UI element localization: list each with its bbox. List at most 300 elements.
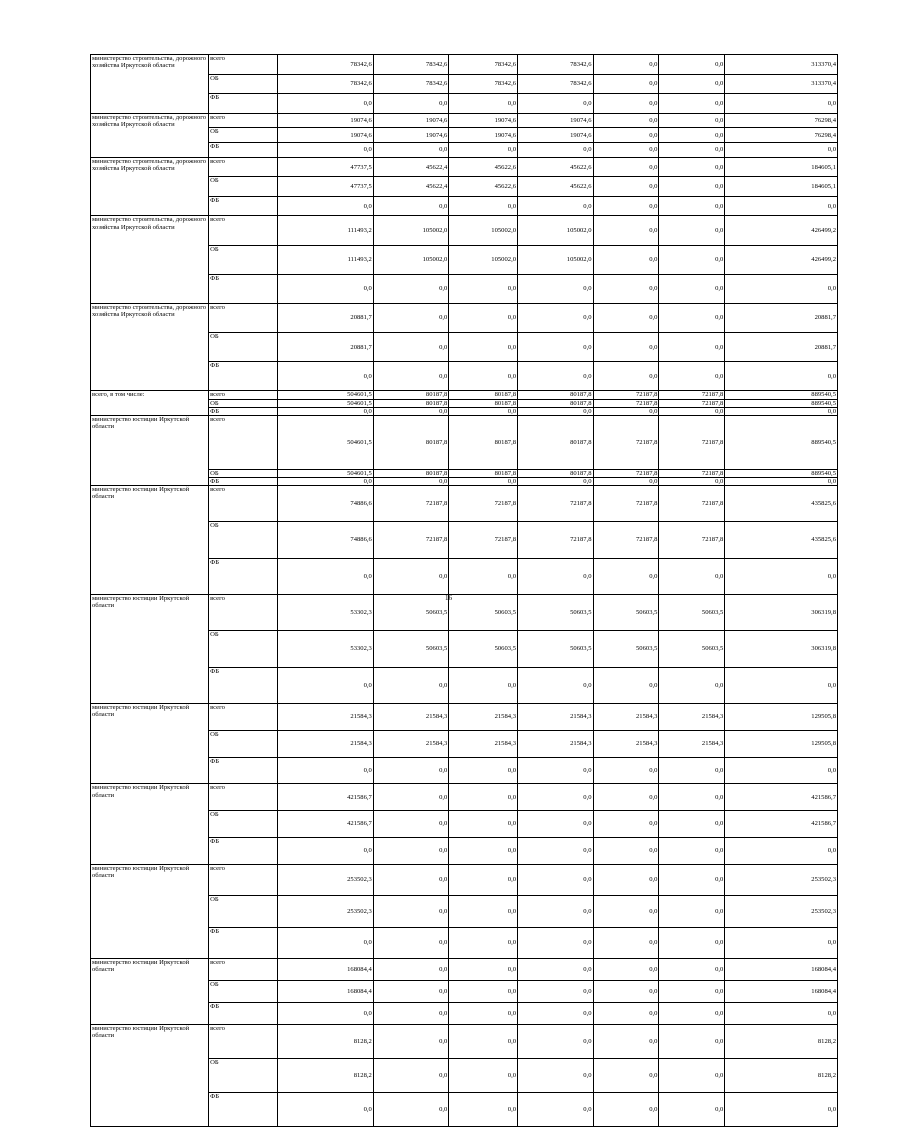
amount-cell: 0,0 <box>518 757 594 784</box>
amount-cell: 105002,0 <box>449 216 518 245</box>
amount-cell: 0,0 <box>518 143 594 158</box>
funding-source: ФБ <box>209 196 278 216</box>
amount-cell: 0,0 <box>659 757 725 784</box>
amount-cell: 421586,7 <box>725 811 838 838</box>
table-row <box>91 704 838 731</box>
amount-cell: 0,0 <box>518 477 594 485</box>
amount-cell: 0,0 <box>659 667 725 703</box>
amount-cell: 0,0 <box>659 927 725 959</box>
amount-cell: 0,0 <box>277 1003 373 1025</box>
amount-cell: 0,0 <box>373 1025 449 1059</box>
amount-cell: 50603,5 <box>593 631 659 667</box>
amount-cell: 0,0 <box>373 837 449 864</box>
amount-cell: 0,0 <box>659 303 725 332</box>
amount-cell: 0,0 <box>518 1092 594 1126</box>
amount-cell: 0,0 <box>725 1003 838 1025</box>
amount-cell: 0,0 <box>277 143 373 158</box>
amount-cell: 0,0 <box>593 896 659 928</box>
amount-cell: 0,0 <box>373 981 449 1003</box>
amount-cell: 0,0 <box>518 407 594 415</box>
amount-cell: 0,0 <box>593 864 659 896</box>
amount-cell: 0,0 <box>518 362 594 391</box>
amount-cell: 0,0 <box>373 303 449 332</box>
amount-cell: 0,0 <box>659 216 725 245</box>
amount-cell: 21584,3 <box>277 704 373 731</box>
amount-cell: 0,0 <box>593 1025 659 1059</box>
amount-cell: 889540,5 <box>725 415 838 469</box>
amount-cell: 47737,5 <box>277 157 373 177</box>
amount-cell: 0,0 <box>593 784 659 811</box>
amount-cell: 0,0 <box>659 784 725 811</box>
funding-source: ОБ <box>209 811 278 838</box>
amount-cell: 76298,4 <box>725 128 838 143</box>
amount-cell: 0,0 <box>593 757 659 784</box>
amount-cell: 78342,6 <box>449 55 518 75</box>
amount-cell: 0,0 <box>659 74 725 94</box>
amount-cell: 0,0 <box>659 1058 725 1092</box>
row-executor: министерство юстиции Иркутской области <box>91 784 209 864</box>
amount-cell: 0,0 <box>373 407 449 415</box>
amount-cell: 80187,8 <box>518 469 594 477</box>
amount-cell: 45622,4 <box>373 157 449 177</box>
amount-cell: 0,0 <box>659 558 725 594</box>
amount-cell: 0,0 <box>659 981 725 1003</box>
amount-cell: 72187,8 <box>593 522 659 558</box>
row-executor: министерство юстиции Иркутской области <box>91 704 209 784</box>
amount-cell: 47737,5 <box>277 177 373 197</box>
row-executor: министерство строительства, дорожного хозяйства Иркутской области <box>91 216 209 303</box>
amount-cell: 0,0 <box>373 927 449 959</box>
amount-cell: 0,0 <box>518 927 594 959</box>
funding-source: ОБ <box>209 128 278 143</box>
amount-cell: 0,0 <box>373 143 449 158</box>
funding-source: всего <box>209 485 278 521</box>
amount-cell: 21584,3 <box>449 730 518 757</box>
funding-source: ОБ <box>209 245 278 274</box>
row-executor: министерство строительства, дорожного хозяйства Иркутской области <box>91 113 209 157</box>
amount-cell: 0,0 <box>373 1092 449 1126</box>
amount-cell: 0,0 <box>593 143 659 158</box>
funding-source: ОБ <box>209 730 278 757</box>
amount-cell: 80187,8 <box>449 415 518 469</box>
amount-cell: 105002,0 <box>373 216 449 245</box>
amount-cell: 0,0 <box>449 407 518 415</box>
funding-source: ОБ <box>209 469 278 477</box>
amount-cell: 129505,8 <box>725 704 838 731</box>
amount-cell: 184605,1 <box>725 157 838 177</box>
amount-cell: 0,0 <box>277 667 373 703</box>
row-executor: министерство строительства, дорожного хозяйства Иркутской области <box>91 55 209 114</box>
amount-cell: 0,0 <box>373 811 449 838</box>
funding-source: всего <box>209 415 278 469</box>
amount-cell: 0,0 <box>373 1058 449 1092</box>
table-row <box>91 55 838 75</box>
amount-cell: 0,0 <box>518 558 594 594</box>
amount-cell: 21584,3 <box>659 730 725 757</box>
amount-cell: 0,0 <box>277 274 373 303</box>
amount-cell: 421586,7 <box>725 784 838 811</box>
amount-cell: 0,0 <box>373 757 449 784</box>
row-executor: министерство строительства, дорожного хозяйства Иркутской области <box>91 303 209 390</box>
amount-cell: 72187,8 <box>593 391 659 399</box>
amount-cell: 72187,8 <box>659 469 725 477</box>
amount-cell: 504601,5 <box>277 391 373 399</box>
page-number: 16 <box>445 594 452 602</box>
amount-cell: 0,0 <box>449 837 518 864</box>
amount-cell: 504601,5 <box>277 399 373 407</box>
table-row <box>91 959 838 981</box>
amount-cell: 0,0 <box>593 177 659 197</box>
amount-cell: 19074,6 <box>449 128 518 143</box>
amount-cell: 0,0 <box>449 757 518 784</box>
amount-cell: 0,0 <box>593 216 659 245</box>
amount-cell: 0,0 <box>725 667 838 703</box>
amount-cell: 19074,6 <box>277 113 373 128</box>
amount-cell: 0,0 <box>277 196 373 216</box>
amount-cell: 50603,5 <box>518 595 594 631</box>
amount-cell: 0,0 <box>725 94 838 114</box>
amount-cell: 21584,3 <box>373 704 449 731</box>
amount-cell: 0,0 <box>593 558 659 594</box>
amount-cell: 0,0 <box>518 1058 594 1092</box>
amount-cell: 504601,5 <box>277 415 373 469</box>
amount-cell: 20881,7 <box>277 303 373 332</box>
funding-source: ФБ <box>209 558 278 594</box>
amount-cell: 0,0 <box>593 1058 659 1092</box>
row-executor: министерство юстиции Иркутской области <box>91 1025 209 1127</box>
amount-cell: 0,0 <box>659 94 725 114</box>
amount-cell: 21584,3 <box>518 704 594 731</box>
amount-cell: 72187,8 <box>659 485 725 521</box>
row-executor: министерство юстиции Иркутской области <box>91 959 209 1025</box>
amount-cell: 72187,8 <box>659 522 725 558</box>
funding-source: ФБ <box>209 94 278 114</box>
amount-cell: 72187,8 <box>593 399 659 407</box>
amount-cell: 20881,7 <box>725 333 838 362</box>
funding-source: всего <box>209 864 278 896</box>
amount-cell: 111493,2 <box>277 216 373 245</box>
amount-cell: 80187,8 <box>373 415 449 469</box>
amount-cell: 253502,3 <box>277 864 373 896</box>
funding-source: ОБ <box>209 981 278 1003</box>
amount-cell: 306319,8 <box>725 595 838 631</box>
table-row <box>91 391 838 399</box>
funding-source: ФБ <box>209 757 278 784</box>
amount-cell: 21584,3 <box>277 730 373 757</box>
amount-cell: 0,0 <box>725 407 838 415</box>
amount-cell: 168084,4 <box>725 959 838 981</box>
amount-cell: 78342,6 <box>373 55 449 75</box>
funding-source: всего <box>209 157 278 177</box>
amount-cell: 78342,6 <box>277 55 373 75</box>
amount-cell: 78342,6 <box>518 74 594 94</box>
funding-source: ФБ <box>209 362 278 391</box>
amount-cell: 889540,5 <box>725 391 838 399</box>
amount-cell: 253502,3 <box>277 896 373 928</box>
amount-cell: 105002,0 <box>449 245 518 274</box>
funding-source: ФБ <box>209 1092 278 1126</box>
amount-cell: 0,0 <box>659 407 725 415</box>
table-row <box>91 485 838 521</box>
amount-cell: 0,0 <box>449 1058 518 1092</box>
amount-cell: 0,0 <box>518 811 594 838</box>
amount-cell: 0,0 <box>659 1025 725 1059</box>
amount-cell: 78342,6 <box>518 55 594 75</box>
funding-source: ФБ <box>209 1003 278 1025</box>
amount-cell: 0,0 <box>659 274 725 303</box>
funding-source: ФБ <box>209 667 278 703</box>
funding-source: ОБ <box>209 1058 278 1092</box>
amount-cell: 105002,0 <box>518 245 594 274</box>
amount-cell: 0,0 <box>373 1003 449 1025</box>
amount-cell: 0,0 <box>277 1092 373 1126</box>
amount-cell: 50603,5 <box>593 595 659 631</box>
amount-cell: 0,0 <box>518 196 594 216</box>
amount-cell: 8128,2 <box>725 1025 838 1059</box>
amount-cell: 74886,6 <box>277 485 373 521</box>
table-row <box>91 1025 838 1059</box>
amount-cell: 0,0 <box>373 959 449 981</box>
amount-cell: 0,0 <box>373 667 449 703</box>
amount-cell: 72187,8 <box>593 469 659 477</box>
amount-cell: 0,0 <box>449 959 518 981</box>
amount-cell: 80187,8 <box>373 391 449 399</box>
amount-cell: 0,0 <box>659 113 725 128</box>
amount-cell: 80187,8 <box>449 391 518 399</box>
amount-cell: 0,0 <box>449 811 518 838</box>
amount-cell: 0,0 <box>659 362 725 391</box>
amount-cell: 72187,8 <box>659 399 725 407</box>
amount-cell: 19074,6 <box>518 128 594 143</box>
table-row <box>91 415 838 469</box>
amount-cell: 0,0 <box>593 274 659 303</box>
amount-cell: 168084,4 <box>277 981 373 1003</box>
amount-cell: 19074,6 <box>277 128 373 143</box>
amount-cell: 0,0 <box>277 407 373 415</box>
amount-cell: 426499,2 <box>725 245 838 274</box>
amount-cell: 78342,6 <box>373 74 449 94</box>
amount-cell: 0,0 <box>593 959 659 981</box>
amount-cell: 76298,4 <box>725 113 838 128</box>
funding-source: ФБ <box>209 927 278 959</box>
amount-cell: 0,0 <box>518 1025 594 1059</box>
amount-cell: 45622,6 <box>449 157 518 177</box>
amount-cell: 0,0 <box>449 143 518 158</box>
amount-cell: 53302,3 <box>277 631 373 667</box>
amount-cell: 0,0 <box>593 94 659 114</box>
amount-cell: 19074,6 <box>518 113 594 128</box>
amount-cell: 0,0 <box>659 157 725 177</box>
amount-cell: 0,0 <box>593 981 659 1003</box>
amount-cell: 45622,6 <box>518 177 594 197</box>
amount-cell: 0,0 <box>593 128 659 143</box>
amount-cell: 0,0 <box>593 362 659 391</box>
amount-cell: 0,0 <box>725 274 838 303</box>
amount-cell: 21584,3 <box>518 730 594 757</box>
amount-cell: 889540,5 <box>725 469 838 477</box>
amount-cell: 21584,3 <box>593 730 659 757</box>
amount-cell: 0,0 <box>659 1092 725 1126</box>
funding-source: всего <box>209 216 278 245</box>
amount-cell: 129505,8 <box>725 730 838 757</box>
amount-cell: 0,0 <box>449 196 518 216</box>
amount-cell: 0,0 <box>373 362 449 391</box>
amount-cell: 72187,8 <box>518 522 594 558</box>
amount-cell: 0,0 <box>593 196 659 216</box>
amount-cell: 80187,8 <box>518 391 594 399</box>
amount-cell: 0,0 <box>449 667 518 703</box>
amount-cell: 0,0 <box>449 94 518 114</box>
amount-cell: 50603,5 <box>449 631 518 667</box>
amount-cell: 80187,8 <box>373 469 449 477</box>
amount-cell: 50603,5 <box>659 595 725 631</box>
amount-cell: 50603,5 <box>373 595 449 631</box>
amount-cell: 21584,3 <box>659 704 725 731</box>
table-row <box>91 113 838 128</box>
amount-cell: 0,0 <box>725 558 838 594</box>
table-row <box>91 784 838 811</box>
funding-source: ОБ <box>209 177 278 197</box>
amount-cell: 0,0 <box>659 811 725 838</box>
amount-cell: 72187,8 <box>373 485 449 521</box>
amount-cell: 435825,6 <box>725 522 838 558</box>
amount-cell: 0,0 <box>449 896 518 928</box>
amount-cell: 53302,3 <box>277 595 373 631</box>
amount-cell: 19074,6 <box>449 113 518 128</box>
amount-cell: 72187,8 <box>449 522 518 558</box>
amount-cell: 72187,8 <box>518 485 594 521</box>
amount-cell: 45622,6 <box>449 177 518 197</box>
funding-source: ОБ <box>209 74 278 94</box>
row-executor: министерство юстиции Иркутской области <box>91 485 209 594</box>
amount-cell: 111493,2 <box>277 245 373 274</box>
funding-source: всего <box>209 391 278 399</box>
amount-cell: 0,0 <box>449 981 518 1003</box>
funding-source: ФБ <box>209 477 278 485</box>
table-row <box>91 864 838 896</box>
amount-cell: 0,0 <box>518 864 594 896</box>
amount-cell: 0,0 <box>449 274 518 303</box>
amount-cell: 0,0 <box>593 1092 659 1126</box>
amount-cell: 0,0 <box>659 1003 725 1025</box>
amount-cell: 19074,6 <box>373 128 449 143</box>
amount-cell: 0,0 <box>593 113 659 128</box>
amount-cell: 105002,0 <box>373 245 449 274</box>
amount-cell: 0,0 <box>277 927 373 959</box>
amount-cell: 72187,8 <box>593 485 659 521</box>
amount-cell: 0,0 <box>277 362 373 391</box>
amount-cell: 426499,2 <box>725 216 838 245</box>
amount-cell: 78342,6 <box>449 74 518 94</box>
amount-cell: 0,0 <box>449 1092 518 1126</box>
amount-cell: 0,0 <box>518 837 594 864</box>
amount-cell: 80187,8 <box>518 399 594 407</box>
amount-cell: 0,0 <box>593 837 659 864</box>
amount-cell: 0,0 <box>659 477 725 485</box>
amount-cell: 313370,4 <box>725 74 838 94</box>
amount-cell: 0,0 <box>449 864 518 896</box>
funding-source: всего <box>209 595 278 631</box>
amount-cell: 0,0 <box>277 477 373 485</box>
funding-source: всего <box>209 784 278 811</box>
amount-cell: 72187,8 <box>373 522 449 558</box>
amount-cell: 0,0 <box>373 94 449 114</box>
amount-cell: 0,0 <box>593 74 659 94</box>
amount-cell: 0,0 <box>518 94 594 114</box>
row-executor: министерство юстиции Иркутской области <box>91 415 209 485</box>
amount-cell: 0,0 <box>373 784 449 811</box>
amount-cell: 0,0 <box>659 333 725 362</box>
amount-cell: 0,0 <box>518 784 594 811</box>
amount-cell: 72187,8 <box>593 415 659 469</box>
amount-cell: 0,0 <box>449 784 518 811</box>
amount-cell: 0,0 <box>277 837 373 864</box>
amount-cell: 21584,3 <box>373 730 449 757</box>
funding-source: ОБ <box>209 896 278 928</box>
funding-source: всего <box>209 1025 278 1059</box>
amount-cell: 0,0 <box>449 477 518 485</box>
amount-cell: 0,0 <box>518 333 594 362</box>
funding-source: ОБ <box>209 399 278 407</box>
amount-cell: 253502,3 <box>725 864 838 896</box>
amount-cell: 0,0 <box>518 896 594 928</box>
amount-cell: 0,0 <box>373 558 449 594</box>
amount-cell: 0,0 <box>449 303 518 332</box>
amount-cell: 0,0 <box>725 477 838 485</box>
amount-cell: 435825,6 <box>725 485 838 521</box>
amount-cell: 80187,8 <box>373 399 449 407</box>
amount-cell: 105002,0 <box>518 216 594 245</box>
funding-source: ОБ <box>209 333 278 362</box>
amount-cell: 78342,6 <box>277 74 373 94</box>
amount-cell: 0,0 <box>518 667 594 703</box>
amount-cell: 0,0 <box>725 757 838 784</box>
amount-cell: 0,0 <box>659 128 725 143</box>
amount-cell: 168084,4 <box>277 959 373 981</box>
amount-cell: 0,0 <box>725 1092 838 1126</box>
amount-cell: 0,0 <box>593 303 659 332</box>
amount-cell: 313370,4 <box>725 55 838 75</box>
amount-cell: 0,0 <box>725 927 838 959</box>
amount-cell: 72187,8 <box>449 485 518 521</box>
amount-cell: 0,0 <box>449 1003 518 1025</box>
amount-cell: 50603,5 <box>373 631 449 667</box>
amount-cell: 0,0 <box>518 981 594 1003</box>
table-row <box>91 303 838 332</box>
funding-source: всего <box>209 303 278 332</box>
funding-source: ОБ <box>209 631 278 667</box>
amount-cell: 45622,4 <box>373 177 449 197</box>
amount-cell: 0,0 <box>593 927 659 959</box>
amount-cell: 0,0 <box>449 1025 518 1059</box>
amount-cell: 0,0 <box>373 333 449 362</box>
funding-source: ФБ <box>209 837 278 864</box>
amount-cell: 421586,7 <box>277 784 373 811</box>
amount-cell: 0,0 <box>277 558 373 594</box>
funding-source: ФБ <box>209 407 278 415</box>
amount-cell: 889540,5 <box>725 399 838 407</box>
amount-cell: 0,0 <box>449 333 518 362</box>
amount-cell: 0,0 <box>518 959 594 981</box>
amount-cell: 0,0 <box>593 1003 659 1025</box>
amount-cell: 0,0 <box>449 558 518 594</box>
amount-cell: 184605,1 <box>725 177 838 197</box>
amount-cell: 421586,7 <box>277 811 373 838</box>
amount-cell: 0,0 <box>593 333 659 362</box>
amount-cell: 253502,3 <box>725 896 838 928</box>
amount-cell: 19074,6 <box>373 113 449 128</box>
row-executor: министерство строительства, дорожного хозяйства Иркутской области <box>91 157 209 216</box>
